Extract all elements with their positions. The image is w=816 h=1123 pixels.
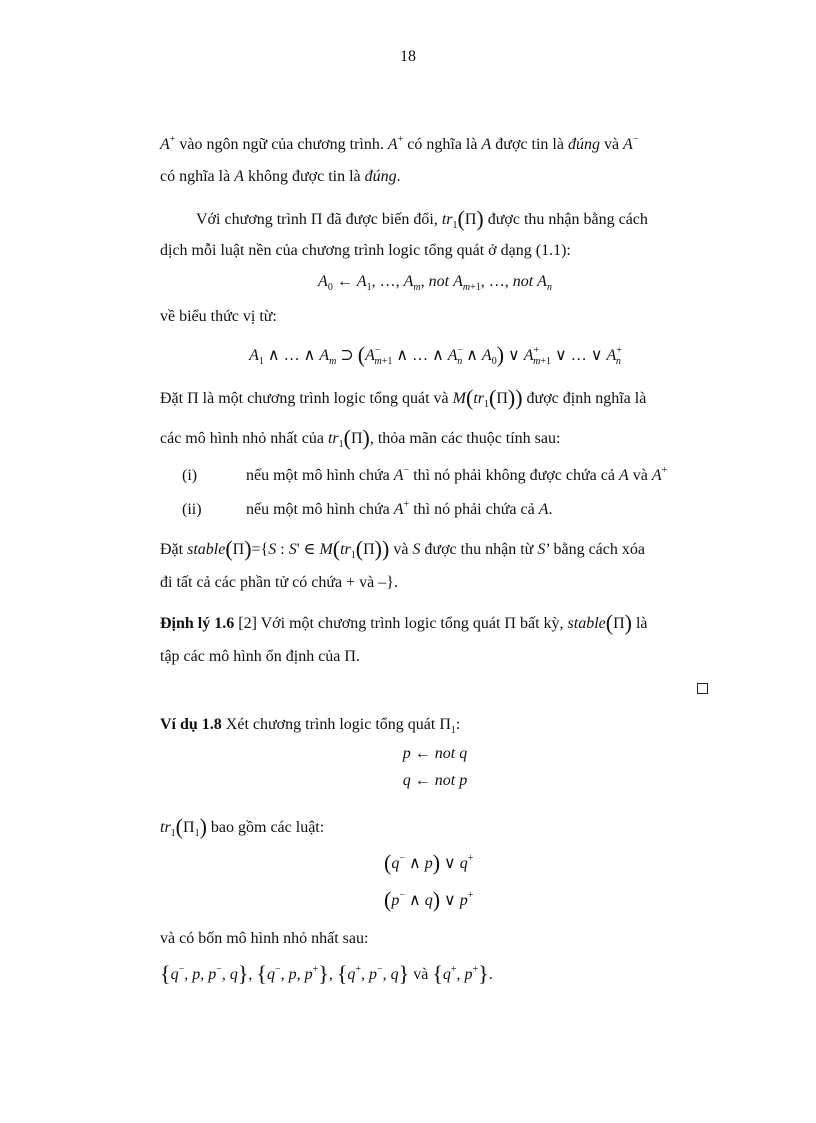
theorem-1-6-line-2: tập các mô hình ổn định của Π. — [160, 648, 360, 665]
end-of-proof-square — [697, 683, 708, 694]
example-tr-rule-2: (p− ∧ q) ∨ p+ — [384, 887, 474, 912]
example-tr-rule-1: (q− ∧ p) ∨ q+ — [384, 850, 474, 875]
condition-item-2: (ii) nếu một mô hình chứa A+ thì nó phải chứa cả A. — [182, 499, 553, 518]
condition-item-1: (i) nếu một mô hình chứa A− thì nó phải không được chứa cả A và A+ — [182, 465, 668, 484]
paragraph-4-line-2: các mô hình nhỏ nhất của $tr_1(\Pi)$, thỏa mãn các thuộc tính sau: — [160, 425, 561, 450]
equation-predicate: $A_1$ ∧ … ∧ $A_m$ ⊃ ($A^-_{m+1}$ ∧ … ∧ $A^-_n$ ∧ $A_0$) ∨ $A^+_{m+1}$ ∨ … ∨ $A^+_n$ — [249, 342, 622, 367]
theorem-1-6-line-1: Định lý 1.6 [2] Với một chương trình logic tổng quát Π bất kỳ, stable(Π) là — [160, 610, 648, 635]
paragraph-1-line-2: có nghĩa là A không được tin là đúng. — [160, 168, 401, 185]
example-rule-1: p ← not q — [402, 745, 468, 762]
example-1-8-heading: Ví dụ 1.8 Xét chương trình logic tổng quát $\Pi_1$: — [160, 716, 461, 736]
example-rule-2: q ← not p — [402, 772, 468, 789]
paragraph-2-line-1: Với chương trình Π đã được biến đổi, $tr_1(\Pi)$ được thu nhận bằng cách — [196, 206, 648, 231]
page-number: 18 — [400, 48, 416, 65]
paragraph-3: về biểu thức vị từ: — [160, 308, 277, 325]
paragraph-1-line-1: A+ vào ngôn ngữ của chương trình. A+ có nghĩa là A được tin là đúng và A− — [160, 134, 639, 153]
example-models-list: {q−, p, p−, q}, {q−, p, p+}, {q+, p−, q} và {q+, p+}. — [160, 961, 493, 986]
equation-rule-form: $A_0$ ← $A_1$, …, $A_m$, not $A_{m+1}$, …, not $A_n$ — [318, 273, 552, 293]
paragraph-4-line-1: Đặt Π là một chương trình logic tổng quát và $M(tr_1(\Pi))$ được định nghĩa là — [160, 385, 647, 410]
stable-definition-line-2: đi tất cả các phần tử có chứa + và –}. — [160, 574, 398, 591]
example-tr-line: $tr_1(\Pi_1)$ bao gồm các luật: — [160, 814, 325, 839]
paragraph-2-line-2: dịch mỗi luật nền của chương trình logic tổng quát ở dạng (1.1): — [160, 242, 571, 259]
example-models-intro: và có bốn mô hình nhỏ nhất sau: — [160, 930, 369, 947]
stable-definition-line-1: Đặt stable(Π)={S : S' ∈ $M(tr_1(\Pi))$ và S được thu nhận từ S’ bằng cách xóa — [160, 536, 645, 561]
